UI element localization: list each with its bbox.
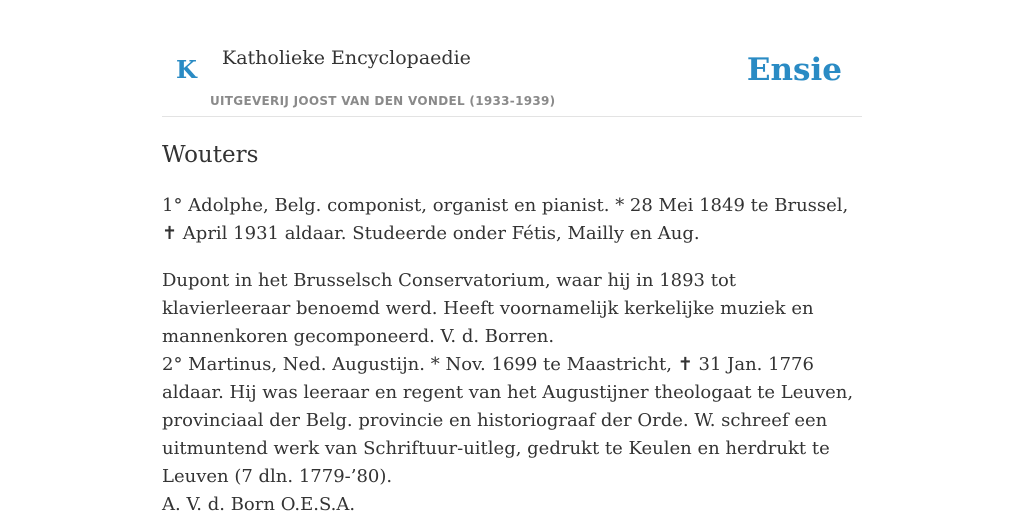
article [162,138,862,512]
article-paragraph: 2° Martinus, Ned. Augustijn. * Nov. 1699 te Maastricht, ✝ 31 Jan. 1776 aldaar. Hij was leeraar en regent van het Augustijner theologaat te Leuven, provinciaal der Belg. provincie en historiograaf der Orde. W. schreef een uitmuntend werk van Schriftuur-uitleg, gedrukt te Keulen en herdrukt te Leuven (7 dln. 1779-’80). [162,354,854,487]
site-header [162,0,862,117]
ensie-logo[interactable]: Ensie [746,52,842,88]
article-title: Wouters [162,142,259,168]
site-title[interactable]: Katholieke Encyclopaedie [222,47,471,69]
article-paragraph: Dupont in het Brusselsch Conservatorium, waar hij in 1893 tot klavierleeraar benoemd werd. Heeft voornamelijk kerkelijke muziek en mannenkoren gecomponeerd. V. d. Borren. [162,270,814,347]
article-paragraph: 1° Adolphe, Belg. componist, organist en pianist. * 28 Mei 1849 te Brussel, ✝ April 1931 aldaar. Studeerde onder Fétis, Mailly en Aug. [162,195,849,244]
publisher-subtitle: UITGEVERIJ JOOST VAN DEN VONDEL (1933-1939) [210,94,556,108]
article-author: A. V. d. Born O.E.S.A. [162,494,356,512]
logo-icon[interactable]: K [176,55,197,84]
